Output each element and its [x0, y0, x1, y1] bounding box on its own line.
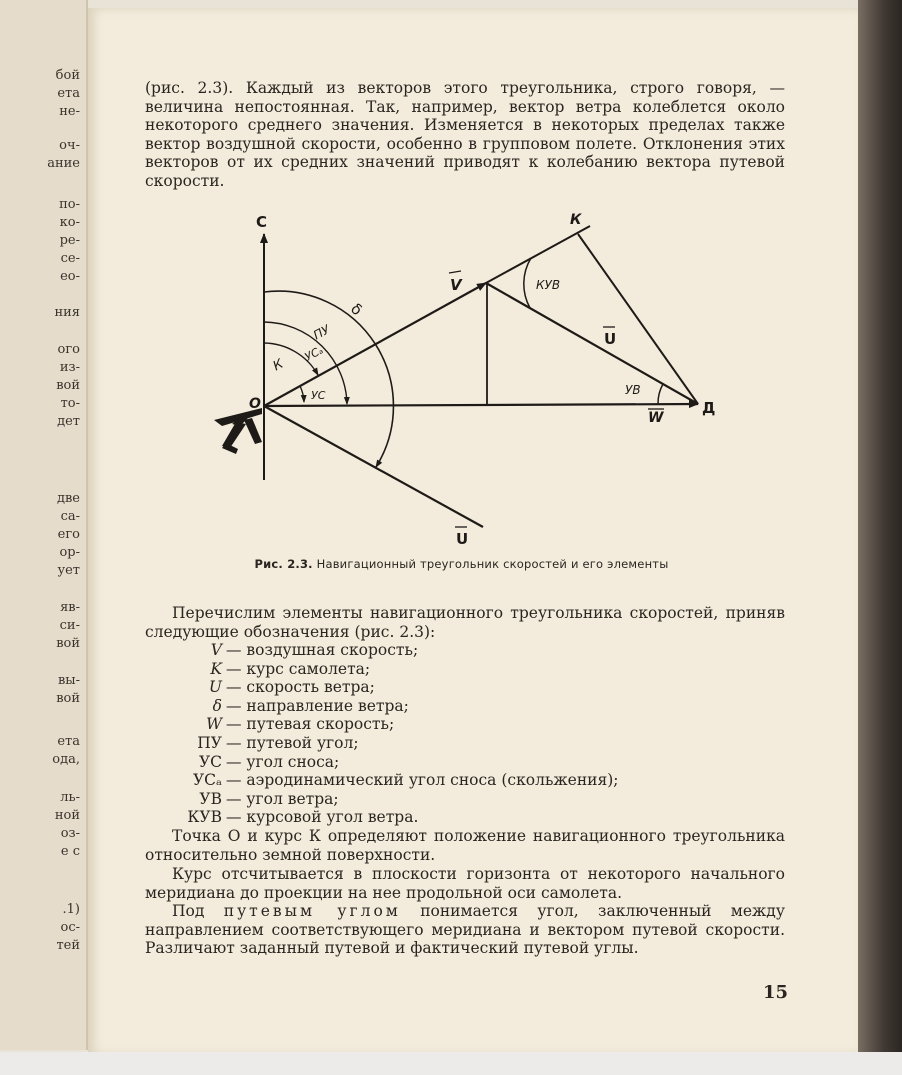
- aircraft-icon: [214, 408, 262, 454]
- left-page-fragment: ния: [54, 305, 80, 320]
- left-page-fragment: тей: [56, 938, 80, 953]
- notation-description: — скорость ветра;: [226, 678, 375, 697]
- label-kuv: КУВ: [536, 278, 561, 292]
- notation-description: — угол сноса;: [226, 752, 340, 771]
- notation-description: — угол ветра;: [226, 789, 339, 808]
- label-origin: О: [249, 396, 261, 412]
- notation-item: [145, 771, 785, 790]
- notation-symbol: V: [210, 641, 222, 659]
- notation-symbol: K: [210, 659, 222, 678]
- notation-symbol: УСₐ: [192, 771, 222, 790]
- label-airspeed: V: [450, 276, 462, 294]
- left-page-fragment: ос-: [60, 920, 80, 935]
- left-page-fragment: ует: [57, 563, 80, 578]
- label-us: УС: [311, 389, 326, 402]
- label-delta: δ: [347, 299, 366, 320]
- left-page-fragment: вой: [56, 378, 80, 393]
- left-page-fragment: оз-: [60, 826, 80, 841]
- label-destination: Д: [702, 399, 716, 417]
- notation-description: — путевой угол;: [226, 733, 359, 752]
- label-ground: W: [648, 410, 664, 426]
- label-pu: ПУ: [311, 322, 333, 343]
- label-course-point: К: [570, 212, 582, 228]
- notation-list: [145, 641, 785, 827]
- left-page-fragment: .1): [62, 902, 80, 917]
- figure-caption: [214, 557, 709, 572]
- left-page-fragment: ной: [54, 808, 80, 823]
- left-page-fragment: его: [57, 527, 80, 542]
- left-page-fragment: си-: [59, 618, 80, 633]
- left-page-fragment: по-: [59, 197, 80, 212]
- notation-description: — путевая скорость;: [226, 715, 395, 734]
- notation-symbol: УС: [198, 752, 222, 771]
- left-page-fragment: ета: [57, 734, 80, 749]
- left-page-fragment: ре-: [59, 233, 80, 248]
- kuv-arc: [524, 258, 531, 308]
- navigation-triangle-diagram: [200, 200, 740, 545]
- label-k: К: [270, 356, 286, 375]
- label-wind-top: U: [604, 330, 617, 348]
- label-north: С: [256, 213, 268, 231]
- left-page-fragment: вой: [56, 691, 80, 706]
- left-page-fragment: яв-: [60, 600, 80, 615]
- notation-item: [145, 678, 785, 697]
- figure-caption-text: Навигационный треугольник скоростей и его элементы: [316, 557, 669, 571]
- notation-description: — воздушная скорость;: [226, 641, 419, 659]
- left-page-fragment: ко-: [59, 215, 80, 230]
- notation-item: [145, 753, 785, 772]
- notation-symbol: W: [206, 715, 222, 734]
- left-page-fragment: то-: [60, 396, 80, 411]
- left-page-fragment: вой: [56, 636, 80, 651]
- figure-number: Рис. 2.3.: [254, 557, 313, 571]
- label-wind-bottom: U: [456, 530, 469, 545]
- ground-speed-vector: [264, 404, 698, 406]
- wind-vector-origin: [264, 406, 483, 527]
- course-line: [486, 226, 590, 283]
- left-page-fragment: две: [56, 491, 80, 506]
- intro-paragraph: (рис. 2.3). Каждый из векторов этого треугольника, строго говоря, — величина непостоянная. Так, например, вектор ветра колеблется около некоторого среднего значения. Изменяется в некоторых пределах также вектор воздушной скорости, особенно в групповом полете. Отклонения этих векторов от их средних значений приводят к колебанию вектора путевой скорости.: [145, 79, 785, 190]
- left-page-fragment: бой: [55, 68, 80, 83]
- notation-symbol: ПУ: [197, 733, 222, 752]
- scan-margin: [0, 1052, 902, 1075]
- list-intro-paragraph: Перечислим элементы навигационного треугольника скоростей, приняв следующие обозначения (рис. 2.3):: [145, 604, 785, 641]
- course-paragraph: Курс отсчитывается в плоскости горизонта от некоторого начального меридиана до проекции на нее продольной оси самолета.: [145, 865, 785, 902]
- left-page-fragment: ание: [47, 156, 80, 171]
- notation-description: — аэродинамический угол сноса (скольжения);: [226, 771, 619, 790]
- track-term: путевым углом: [223, 902, 401, 920]
- notation-item: [145, 641, 785, 660]
- notation-description: — курсовой угол ветра.: [226, 808, 419, 827]
- left-page-fragment: из-: [59, 360, 80, 375]
- left-page-fragment: са-: [60, 509, 80, 524]
- notation-description: — направление ветра;: [226, 696, 409, 715]
- wind-direction-line: [578, 234, 698, 404]
- page-number: 15: [763, 982, 789, 1003]
- notation-symbol: УВ: [199, 789, 222, 808]
- wind-vector: [486, 283, 698, 404]
- point-paragraph: Точка О и курс К определяют положение навигационного треугольника относительно земной поверхности.: [145, 827, 785, 864]
- notation-item: [145, 697, 785, 716]
- left-page-fragment: ого: [57, 342, 80, 357]
- left-page-margin: [0, 0, 88, 1050]
- usa-arc: [300, 386, 304, 402]
- track-rest: понимается угол, заключенный между направлением соответствующего меридиана и вектором путевой скорости. Различают заданный путевой и фактический путевой углы.: [145, 902, 785, 958]
- track-prefix: Под: [172, 902, 205, 920]
- track-angle-paragraph: [145, 902, 785, 958]
- notation-item: [145, 734, 785, 753]
- left-page-fragment: дет: [57, 414, 80, 429]
- label-usa: УСₐ: [302, 343, 326, 364]
- left-page-fragment: ео-: [60, 269, 80, 284]
- uv-arc: [658, 384, 663, 404]
- book-edge: [858, 0, 902, 1075]
- notation-item: [145, 715, 785, 734]
- left-page-fragment: не-: [59, 104, 80, 119]
- label-uv: УВ: [625, 383, 641, 397]
- notation-description: — курс самолета;: [226, 659, 371, 678]
- left-page-fragment: ета: [57, 86, 80, 101]
- notation-symbol: δ: [212, 696, 222, 715]
- notation-symbol: КУВ: [187, 808, 222, 827]
- left-page-fragment: ль-: [60, 790, 80, 805]
- notation-item: [145, 808, 785, 827]
- left-page-fragment: оч-: [59, 138, 80, 153]
- left-page-fragment: ор-: [59, 545, 80, 560]
- notation-item: [145, 790, 785, 809]
- left-page-fragment: е с: [60, 844, 80, 859]
- left-page-fragment: се-: [60, 251, 80, 266]
- notation-item: [145, 660, 785, 679]
- left-page-fragment: ода,: [52, 752, 80, 767]
- left-page-fragment: вы-: [57, 673, 80, 688]
- notation-symbol: U: [208, 678, 222, 697]
